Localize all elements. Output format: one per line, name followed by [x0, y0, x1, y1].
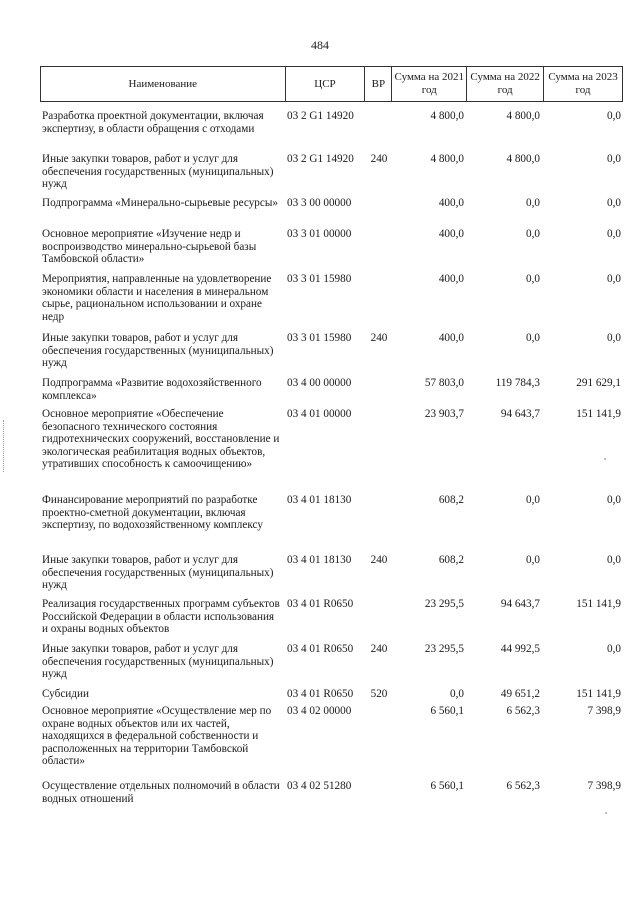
row-sum-2022: 0,0 [526, 228, 540, 240]
row-name: Мероприятия, направленные на удовлетворение экономики области и населения в минеральном сырье, рациональном использовании и охране недр [42, 273, 272, 323]
row-sum-2021: 4 800,0 [430, 110, 464, 122]
header-sum-2022: Сумма на 2022 год [467, 67, 544, 102]
header-vr: ВР [365, 67, 392, 102]
row-vr: 520 [370, 688, 388, 700]
row-csr: 03 4 01 18130 [287, 494, 352, 506]
row-sum-2023: 0,0 [607, 153, 621, 165]
scan-edge-mark [3, 420, 6, 472]
row-sum-2021: 6 560,1 [430, 780, 464, 792]
row-sum-2022: 0,0 [526, 273, 540, 285]
row-sum-2022: 0,0 [526, 494, 540, 506]
row-csr: 03 3 01 15980 [287, 273, 352, 285]
row-name: Осуществление отдельных полномочий в области водных отношений [42, 780, 280, 805]
header-csr: ЦСР [285, 67, 365, 102]
row-vr: 240 [370, 332, 388, 344]
row-sum-2022: 119 784,3 [495, 377, 540, 389]
row-sum-2023: 0,0 [607, 228, 621, 240]
row-name: Основное мероприятие «Изучение недр и воспроизводство минерально-сырьевой базы Тамбовской области» [42, 228, 257, 266]
row-sum-2023: 0,0 [607, 197, 621, 209]
scan-speck [604, 458, 606, 460]
row-name: Разработка проектной документации, включая экспертизу, в области обращения с отходами [42, 110, 264, 135]
row-sum-2023: 291 629,1 [576, 377, 621, 389]
row-csr: 03 4 01 R0650 [287, 643, 354, 655]
row-sum-2021: 608,2 [438, 554, 464, 566]
row-sum-2021: 0,0 [450, 688, 464, 700]
row-csr: 03 3 00 00000 [287, 197, 352, 209]
row-name: Финансирование мероприятий по разработке проектно-сметной документации, включая экспертизу, по водохозяйственному комплексу [42, 494, 263, 532]
row-sum-2023: 151 141,9 [576, 408, 621, 420]
row-sum-2023: 151 141,9 [576, 598, 621, 610]
row-name: Основное мероприятие «Обеспечение безопасного технического состояния гидротехнических сооружений, восстановление и экологическая реабилитация водных объектов, утративших способность к самоочищению» [42, 408, 280, 471]
row-sum-2022: 4 800,0 [506, 110, 540, 122]
row-sum-2023: 0,0 [607, 494, 621, 506]
row-sum-2022: 44 992,5 [500, 643, 540, 655]
row-csr: 03 4 01 R0650 [287, 688, 354, 700]
row-sum-2023: 151 141,9 [576, 688, 621, 700]
row-csr: 03 3 01 15980 [287, 332, 352, 344]
row-name: Подпрограмма «Минерально-сырьевые ресурсы» [42, 197, 278, 209]
row-sum-2022: 6 562,3 [506, 780, 540, 792]
row-sum-2021: 400,0 [438, 228, 464, 240]
row-sum-2022: 94 643,7 [500, 598, 540, 610]
row-sum-2023: 7 398,9 [587, 780, 621, 792]
row-sum-2022: 4 800,0 [506, 153, 540, 165]
row-sum-2022: 0,0 [526, 332, 540, 344]
row-sum-2021: 23 295,5 [424, 598, 464, 610]
row-sum-2022: 0,0 [526, 554, 540, 566]
row-sum-2021: 23 295,5 [424, 643, 464, 655]
row-name: Иные закупки товаров, работ и услуг для обеспечения государственных (муниципальных) нужд [42, 153, 274, 191]
row-sum-2021: 400,0 [438, 332, 464, 344]
row-sum-2023: 0,0 [607, 110, 621, 122]
row-name: Субсидии [42, 688, 89, 700]
row-sum-2021: 23 903,7 [424, 408, 464, 420]
header-name: Наименование [41, 67, 286, 102]
row-name: Иные закупки товаров, работ и услуг для обеспечения государственных (муниципальных) нужд [42, 332, 274, 370]
row-sum-2023: 0,0 [607, 273, 621, 285]
header-sum-2021: Сумма на 2021 год [392, 67, 467, 102]
row-sum-2022: 94 643,7 [500, 408, 540, 420]
row-sum-2022: 0,0 [526, 197, 540, 209]
row-sum-2023: 0,0 [607, 332, 621, 344]
row-sum-2021: 608,2 [438, 494, 464, 506]
row-vr: 240 [370, 554, 388, 566]
row-csr: 03 4 01 R0650 [287, 598, 354, 610]
row-sum-2021: 400,0 [438, 197, 464, 209]
row-name: Иные закупки товаров, работ и услуг для обеспечения государственных (муниципальных) нужд [42, 643, 274, 681]
row-sum-2021: 57 803,0 [424, 377, 464, 389]
row-name: Иные закупки товаров, работ и услуг для обеспечения государственных (муниципальных) нужд [42, 554, 274, 592]
row-sum-2022: 49 651,2 [500, 688, 540, 700]
row-csr: 03 4 02 51280 [287, 780, 352, 792]
row-vr: 240 [370, 153, 388, 165]
row-sum-2023: 7 398,9 [587, 705, 621, 717]
row-csr: 03 4 01 18130 [287, 554, 352, 566]
row-sum-2023: 0,0 [607, 643, 621, 655]
row-sum-2023: 0,0 [607, 554, 621, 566]
row-name: Реализация государственных программ субъектов Российской Федерации в области использования и охраны водных объектов [42, 598, 280, 636]
header-sum-2023: Сумма на 2023 год [544, 67, 623, 102]
scan-speck [605, 812, 607, 814]
row-name: Подпрограмма «Развитие водохозяйственного комплекса» [42, 377, 262, 402]
row-vr: 240 [370, 643, 388, 655]
table-header [40, 66, 623, 102]
row-name: Основное мероприятие «Осуществление мер по охране водных объектов или их частей, находящихся в федеральной собственности и расположенных на территории Тамбовской области» [42, 705, 272, 768]
page-number: 484 [311, 38, 329, 52]
row-sum-2022: 6 562,3 [506, 705, 540, 717]
row-csr: 03 4 01 00000 [287, 408, 352, 420]
row-csr: 03 4 00 00000 [287, 377, 352, 389]
row-sum-2021: 6 560,1 [430, 705, 464, 717]
row-csr: 03 4 02 00000 [287, 705, 352, 717]
row-sum-2021: 400,0 [438, 273, 464, 285]
row-csr: 03 2 G1 14920 [287, 110, 354, 122]
row-sum-2021: 4 800,0 [430, 153, 464, 165]
row-csr: 03 2 G1 14920 [287, 153, 354, 165]
row-csr: 03 3 01 00000 [287, 228, 352, 240]
